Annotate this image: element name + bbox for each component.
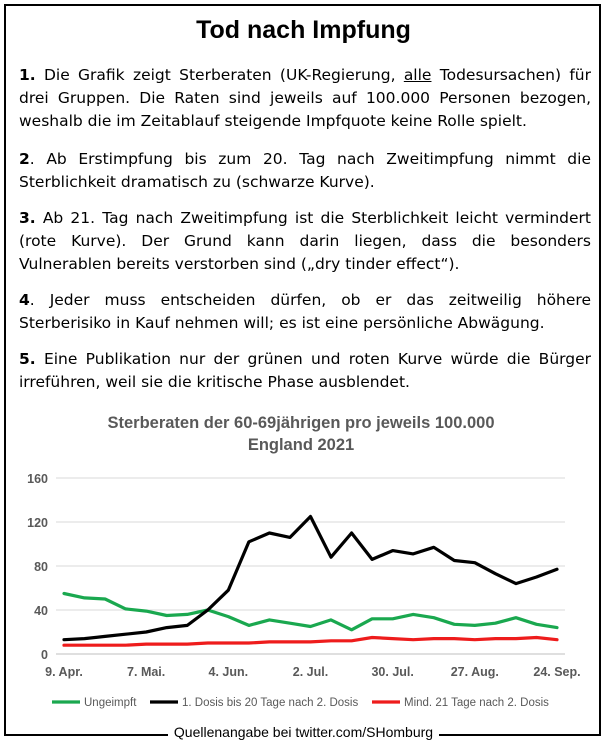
y-tick-label: 40 xyxy=(34,604,48,618)
y-tick-label: 120 xyxy=(27,516,48,530)
paragraph-text: Ab 21. Tag nach Zweitimpfung ist die Sterblichkeit leicht vermindert (rote Kurve). Der Grund kann darin liegen, dass die besonders Vulnerablen bereits verstorben sind („dry tinder effect“). xyxy=(19,209,591,273)
paragraph-number: 1. xyxy=(19,66,36,84)
paragraph-3 xyxy=(19,207,591,276)
y-axis-ticks xyxy=(27,472,48,662)
source-note: Quellenangabe bei twitter.com/SHomburg xyxy=(168,724,439,740)
paragraph-1 xyxy=(19,64,591,133)
paragraph-text: . Ab Erstimpfung bis zum 20. Tag nach Zweitimpfung nimmt die Sterblichkeit dramatisch zu (schwarze Kurve). xyxy=(19,150,591,191)
paragraph-text: Eine Publikation nur der grünen und roten Kurve würde die Bürger irreführen, weil sie die kritische Phase ausblendet. xyxy=(19,350,591,391)
paragraph-4 xyxy=(19,289,591,335)
paragraph-underlined-word: alle xyxy=(403,66,432,84)
series-line-2 xyxy=(64,517,557,640)
series-lines xyxy=(64,517,557,646)
paragraph-2 xyxy=(19,148,591,194)
legend-label: Mind. 21 Tage nach 2. Dosis xyxy=(404,697,549,709)
legend-label: 1. Dosis bis 20 Tage nach 2. Dosis xyxy=(182,697,359,709)
chart-title-line-2: England 2021 xyxy=(247,436,355,454)
paragraph-5 xyxy=(19,348,591,394)
paragraph-number: 4 xyxy=(19,291,30,309)
chart-title-line-1: Sterberaten der 60-69jährigen pro jeweils 100.000 xyxy=(107,414,495,432)
legend-label: Ungeimpft xyxy=(84,697,137,709)
paragraph-number: 3. xyxy=(19,209,36,227)
x-tick-label: 4. Jun. xyxy=(208,665,249,679)
x-tick-label: 9. Apr. xyxy=(45,665,83,679)
x-tick-label: 27. Aug. xyxy=(450,665,499,679)
x-tick-label: 24. Sep. xyxy=(533,665,581,679)
x-tick-label: 30. Jul. xyxy=(371,665,414,679)
footer xyxy=(0,722,607,741)
paragraph-number: 5. xyxy=(19,350,36,368)
paragraph-number: 2 xyxy=(19,150,30,168)
page-title: Tod nach Impfung xyxy=(196,16,411,44)
paragraph-text: Todesursachen) für drei Gruppen. Die Raten sind jeweils auf 100.000 Personen bezogen, weshalb die im Zeitablauf steigende Impfquote keine Rolle spielt. xyxy=(19,66,591,130)
x-axis-ticks xyxy=(45,665,581,679)
paragraph-text: Die Grafik zeigt Sterberaten (UK-Regierung, xyxy=(35,66,404,84)
y-tick-label: 160 xyxy=(27,472,48,486)
series-line-1 xyxy=(64,594,557,630)
x-tick-label: 7. Mai. xyxy=(127,665,166,679)
series-line-3 xyxy=(64,638,557,646)
y-tick-label: 80 xyxy=(34,560,48,574)
legend xyxy=(52,697,549,709)
y-tick-label: 0 xyxy=(41,648,48,662)
death-rate-chart xyxy=(0,400,607,716)
paragraph-text: . Jeder muss entscheiden dürfen, ob er das zeitweilig höhere Sterberisiko in Kauf nehmen will; es ist eine persönliche Abwägung. xyxy=(19,291,591,332)
x-tick-label: 2. Jul. xyxy=(292,665,329,679)
